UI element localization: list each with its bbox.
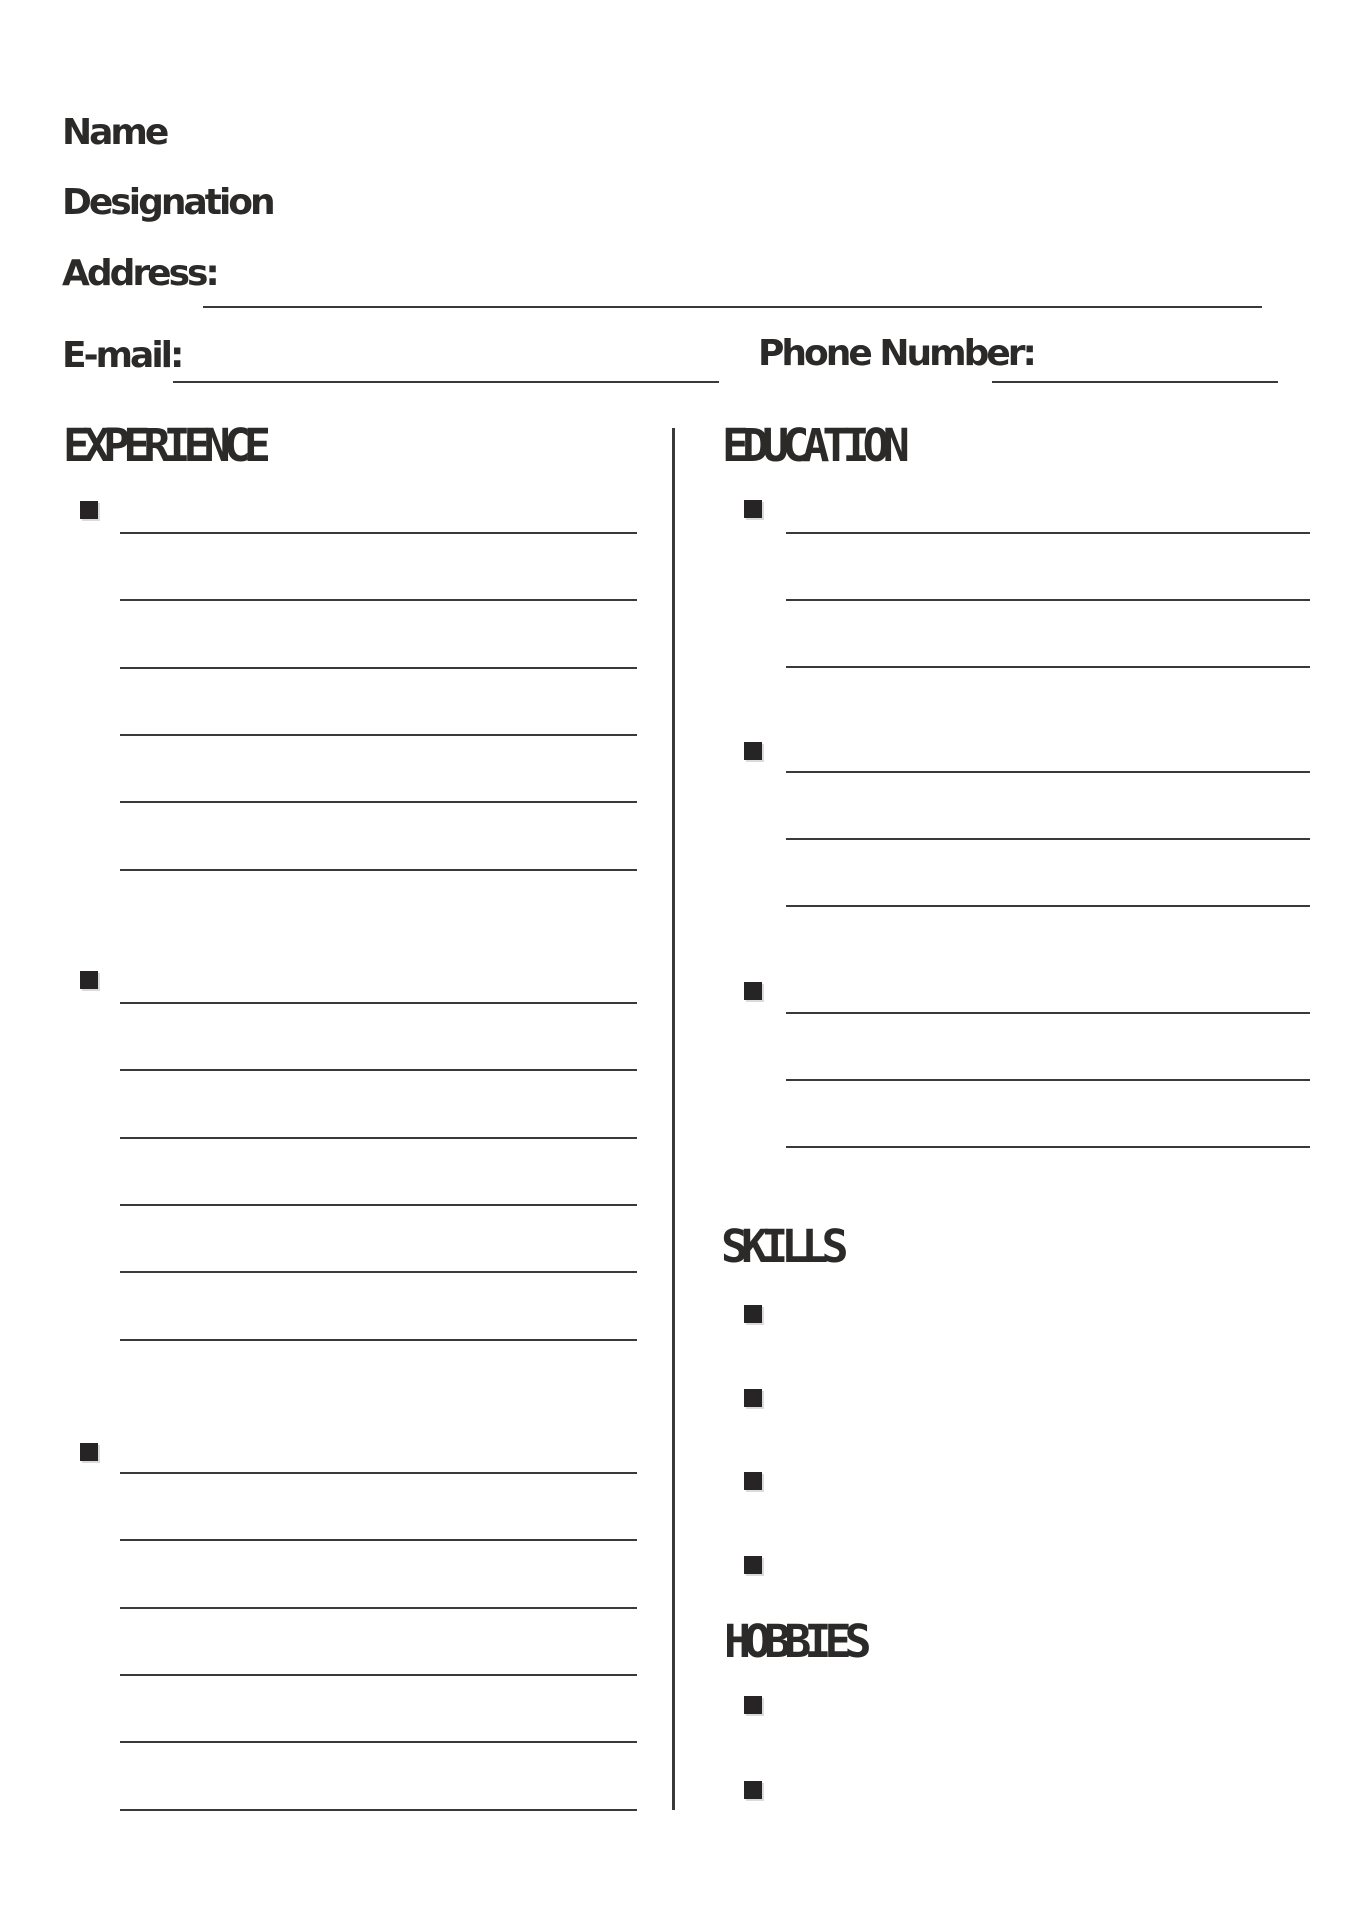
entry-line <box>786 1079 1310 1081</box>
entry-line <box>120 1069 637 1071</box>
entry-line <box>120 1204 637 1206</box>
bullet-icon <box>744 1305 762 1323</box>
entry-line <box>786 532 1310 534</box>
bullet-icon <box>80 971 98 989</box>
bullet-icon <box>744 742 762 760</box>
phone-blank-line <box>992 381 1278 383</box>
entry-line <box>120 1271 637 1273</box>
entry-line <box>786 905 1310 907</box>
email-label: E-mail: <box>62 335 182 376</box>
entry-line <box>120 734 637 736</box>
bullet-icon <box>744 1556 762 1574</box>
entry-line <box>120 1607 637 1609</box>
entry-line <box>120 1741 637 1743</box>
entry-line <box>120 1002 637 1004</box>
email-blank-line <box>173 381 719 383</box>
bullet-icon <box>744 1389 762 1407</box>
address-label: Address: <box>62 253 217 294</box>
entry-line <box>120 1472 637 1474</box>
entry-line <box>120 667 637 669</box>
phone-label: Phone Number: <box>758 333 1034 374</box>
entry-line <box>786 666 1310 668</box>
entry-line <box>786 838 1310 840</box>
column-divider <box>672 428 675 1810</box>
entry-line <box>120 869 637 871</box>
entry-line <box>120 1339 637 1341</box>
entry-line <box>120 532 637 534</box>
entry-line <box>120 1674 637 1676</box>
skills-section-title: SKILLS <box>721 1220 842 1273</box>
entry-line <box>786 771 1310 773</box>
entry-line <box>120 1137 637 1139</box>
designation-label: Designation <box>62 182 273 223</box>
entry-line <box>120 801 637 803</box>
bullet-icon <box>744 1696 762 1714</box>
name-label: Name <box>62 112 167 153</box>
entry-line <box>120 599 637 601</box>
bullet-icon <box>744 982 762 1000</box>
education-section-title: EDUCATION <box>722 419 903 472</box>
entry-line <box>120 1539 637 1541</box>
entry-line <box>786 1146 1310 1148</box>
hobbies-section-title: HOBBIES <box>724 1615 865 1668</box>
bullet-icon <box>744 1472 762 1490</box>
entry-line <box>786 599 1310 601</box>
bullet-icon <box>744 1781 762 1799</box>
bullet-icon <box>80 1443 98 1461</box>
bullet-icon <box>744 500 762 518</box>
entry-line <box>120 1809 637 1811</box>
entry-line <box>786 1012 1310 1014</box>
bullet-icon <box>80 501 98 519</box>
experience-section-title: EXPERIENCE <box>63 419 264 472</box>
address-blank-line <box>203 306 1262 308</box>
